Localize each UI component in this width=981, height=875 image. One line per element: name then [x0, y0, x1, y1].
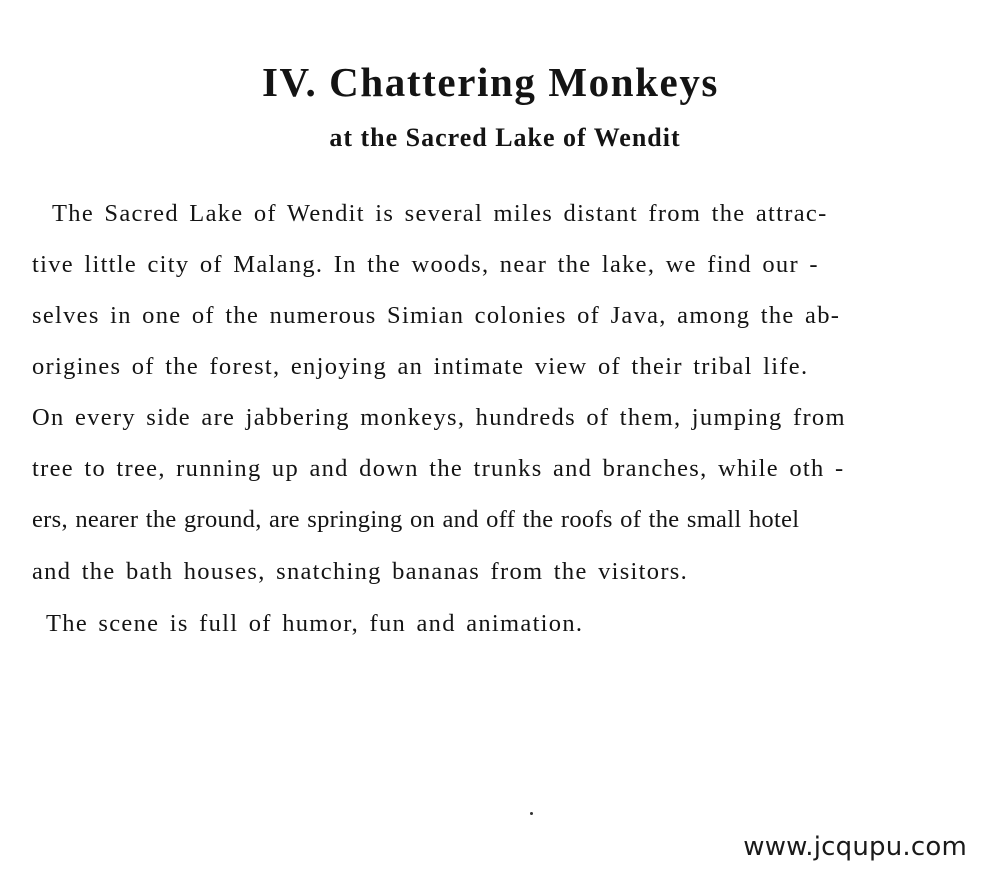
text-line: The scene is full of humor, fun and animation.	[46, 610, 584, 637]
text-line: origines of the forest, enjoying an intimate view of their tribal life.	[32, 353, 809, 380]
document-title: IV. Chattering Monkeys	[262, 59, 719, 105]
text-line: On every side are jabbering monkeys, hundreds of them, jumping from	[32, 404, 846, 431]
text-line: tree to tree, running up and down the trunks and branches, while oth -	[32, 455, 845, 482]
text-line: and the bath houses, snatching bananas from the visitors.	[32, 558, 689, 585]
text-line: selves in one of the numerous Simian colonies of Java, among the ab-	[32, 302, 841, 329]
text-line: ers, nearer the ground, are springing on and off the roofs of the small hotel	[32, 506, 800, 533]
text-line: The Sacred Lake of Wendit is several miles distant from the attrac-	[52, 200, 828, 227]
watermark: www.jcqupu.com	[743, 832, 967, 862]
text-line: tive little city of Malang. In the woods, near the lake, we find our -	[32, 251, 819, 278]
speck-mark	[530, 812, 533, 815]
document-subtitle: at the Sacred Lake of Wendit	[329, 123, 681, 152]
